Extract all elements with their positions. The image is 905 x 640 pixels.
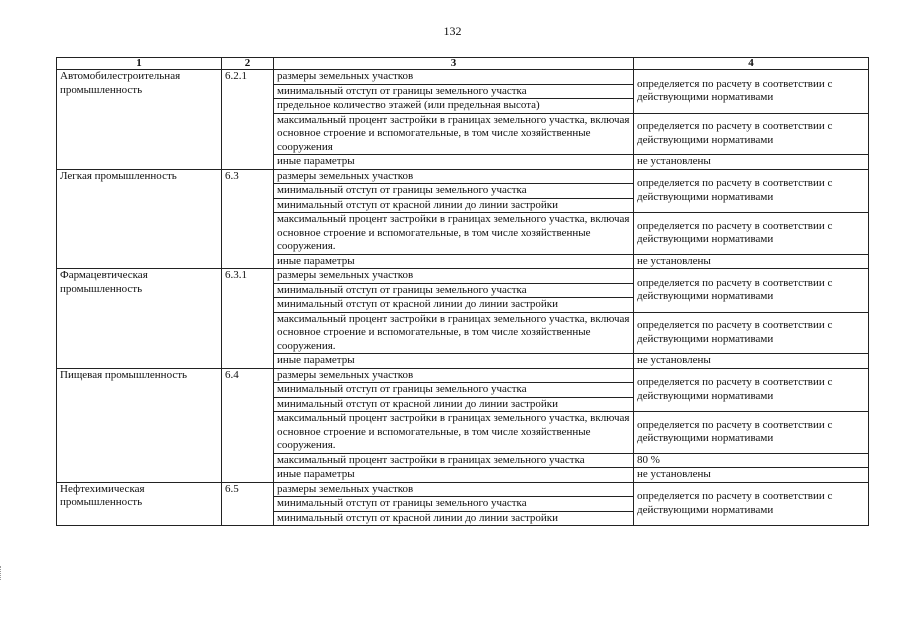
- scan-edge-mark: [0, 566, 7, 580]
- column-header-4: 4: [634, 58, 869, 70]
- use-type-name: Пищевая промышленность: [57, 368, 222, 482]
- use-type-name: Нефтехимическая промышленность: [57, 482, 222, 526]
- parameter-cell: минимальный отступ от красной линии до линии застройки: [274, 397, 634, 412]
- use-type-name: Легкая промышленность: [57, 169, 222, 269]
- use-type-code: 6.4: [222, 368, 274, 482]
- value-cell: 80 %: [634, 453, 869, 468]
- parameter-cell: минимальный отступ от границы земельного участка: [274, 283, 634, 298]
- use-type-code: 6.2.1: [222, 70, 274, 170]
- parameter-cell: предельное количество этажей (или предельная высота): [274, 99, 634, 114]
- value-cell: определяется по расчету в соответствии с действующими нормативами: [634, 213, 869, 255]
- use-type-code: 6.3: [222, 169, 274, 269]
- use-type-name: Автомобилестроительная промышленность: [57, 70, 222, 170]
- value-cell: определяется по расчету в соответствии с действующими нормативами: [634, 368, 869, 412]
- parameter-cell: максимальный процент застройки в границах земельного участка, включая основное строение и вспомогательные, в том числе хозяйственные сооружения.: [274, 312, 634, 354]
- column-header-1: 1: [57, 58, 222, 70]
- table-row: [57, 169, 869, 184]
- value-cell: определяется по расчету в соответствии с действующими нормативами: [634, 113, 869, 155]
- parameter-cell: минимальный отступ от красной линии до линии застройки: [274, 511, 634, 526]
- use-type-code: 6.3.1: [222, 269, 274, 369]
- parameter-cell: иные параметры: [274, 155, 634, 170]
- parameter-cell: минимальный отступ от красной линии до линии застройки: [274, 198, 634, 213]
- value-cell: определяется по расчету в соответствии с действующими нормативами: [634, 312, 869, 354]
- page-number: 132: [443, 24, 462, 38]
- value-cell: определяется по расчету в соответствии с действующими нормативами: [634, 169, 869, 213]
- parameter-cell: минимальный отступ от границы земельного участка: [274, 383, 634, 398]
- use-type-name: Фармацевтическая промышленность: [57, 269, 222, 369]
- value-cell: определяется по расчету в соответствии с действующими нормативами: [634, 412, 869, 454]
- table-row: [57, 368, 869, 383]
- parameter-cell: минимальный отступ от границы земельного участка: [274, 497, 634, 512]
- value-cell: не установлены: [634, 254, 869, 269]
- parameter-cell: иные параметры: [274, 354, 634, 369]
- table-row: [57, 70, 869, 85]
- value-cell: определяется по расчету в соответствии с действующими нормативами: [634, 269, 869, 313]
- value-cell: определяется по расчету в соответствии с действующими нормативами: [634, 482, 869, 526]
- zoning-parameters-table: [56, 57, 869, 526]
- parameter-cell: иные параметры: [274, 468, 634, 483]
- parameter-cell: иные параметры: [274, 254, 634, 269]
- column-header-2: 2: [222, 58, 274, 70]
- value-cell: не установлены: [634, 155, 869, 170]
- parameter-cell: минимальный отступ от красной линии до линии застройки: [274, 298, 634, 313]
- parameter-cell: максимальный процент застройки в границах земельного участка, включая основное строение и вспомогательные, в том числе хозяйственные сооружения: [274, 113, 634, 155]
- parameter-cell: размеры земельных участков: [274, 482, 634, 497]
- parameter-cell: минимальный отступ от границы земельного участка: [274, 84, 634, 99]
- table-row: [57, 482, 869, 497]
- parameter-cell: максимальный процент застройки в границах земельного участка, включая основное строение и вспомогательные, в том числе хозяйственные сооружения.: [274, 412, 634, 454]
- value-cell: определяется по расчету в соответствии с действующими нормативами: [634, 70, 869, 114]
- table-row: [57, 269, 869, 284]
- use-type-code: 6.5: [222, 482, 274, 526]
- value-cell: не установлены: [634, 354, 869, 369]
- parameter-cell: минимальный отступ от границы земельного участка: [274, 184, 634, 199]
- parameter-cell: размеры земельных участков: [274, 368, 634, 383]
- value-cell: не установлены: [634, 468, 869, 483]
- header-row: [57, 58, 869, 70]
- parameter-cell: размеры земельных участков: [274, 169, 634, 184]
- column-header-3: 3: [274, 58, 634, 70]
- parameter-cell: максимальный процент застройки в границах земельного участка, включая основное строение и вспомогательные, в том числе хозяйственные сооружения.: [274, 213, 634, 255]
- parameter-cell: размеры земельных участков: [274, 269, 634, 284]
- parameter-cell: максимальный процент застройки в границах земельного участка: [274, 453, 634, 468]
- parameter-cell: размеры земельных участков: [274, 70, 634, 85]
